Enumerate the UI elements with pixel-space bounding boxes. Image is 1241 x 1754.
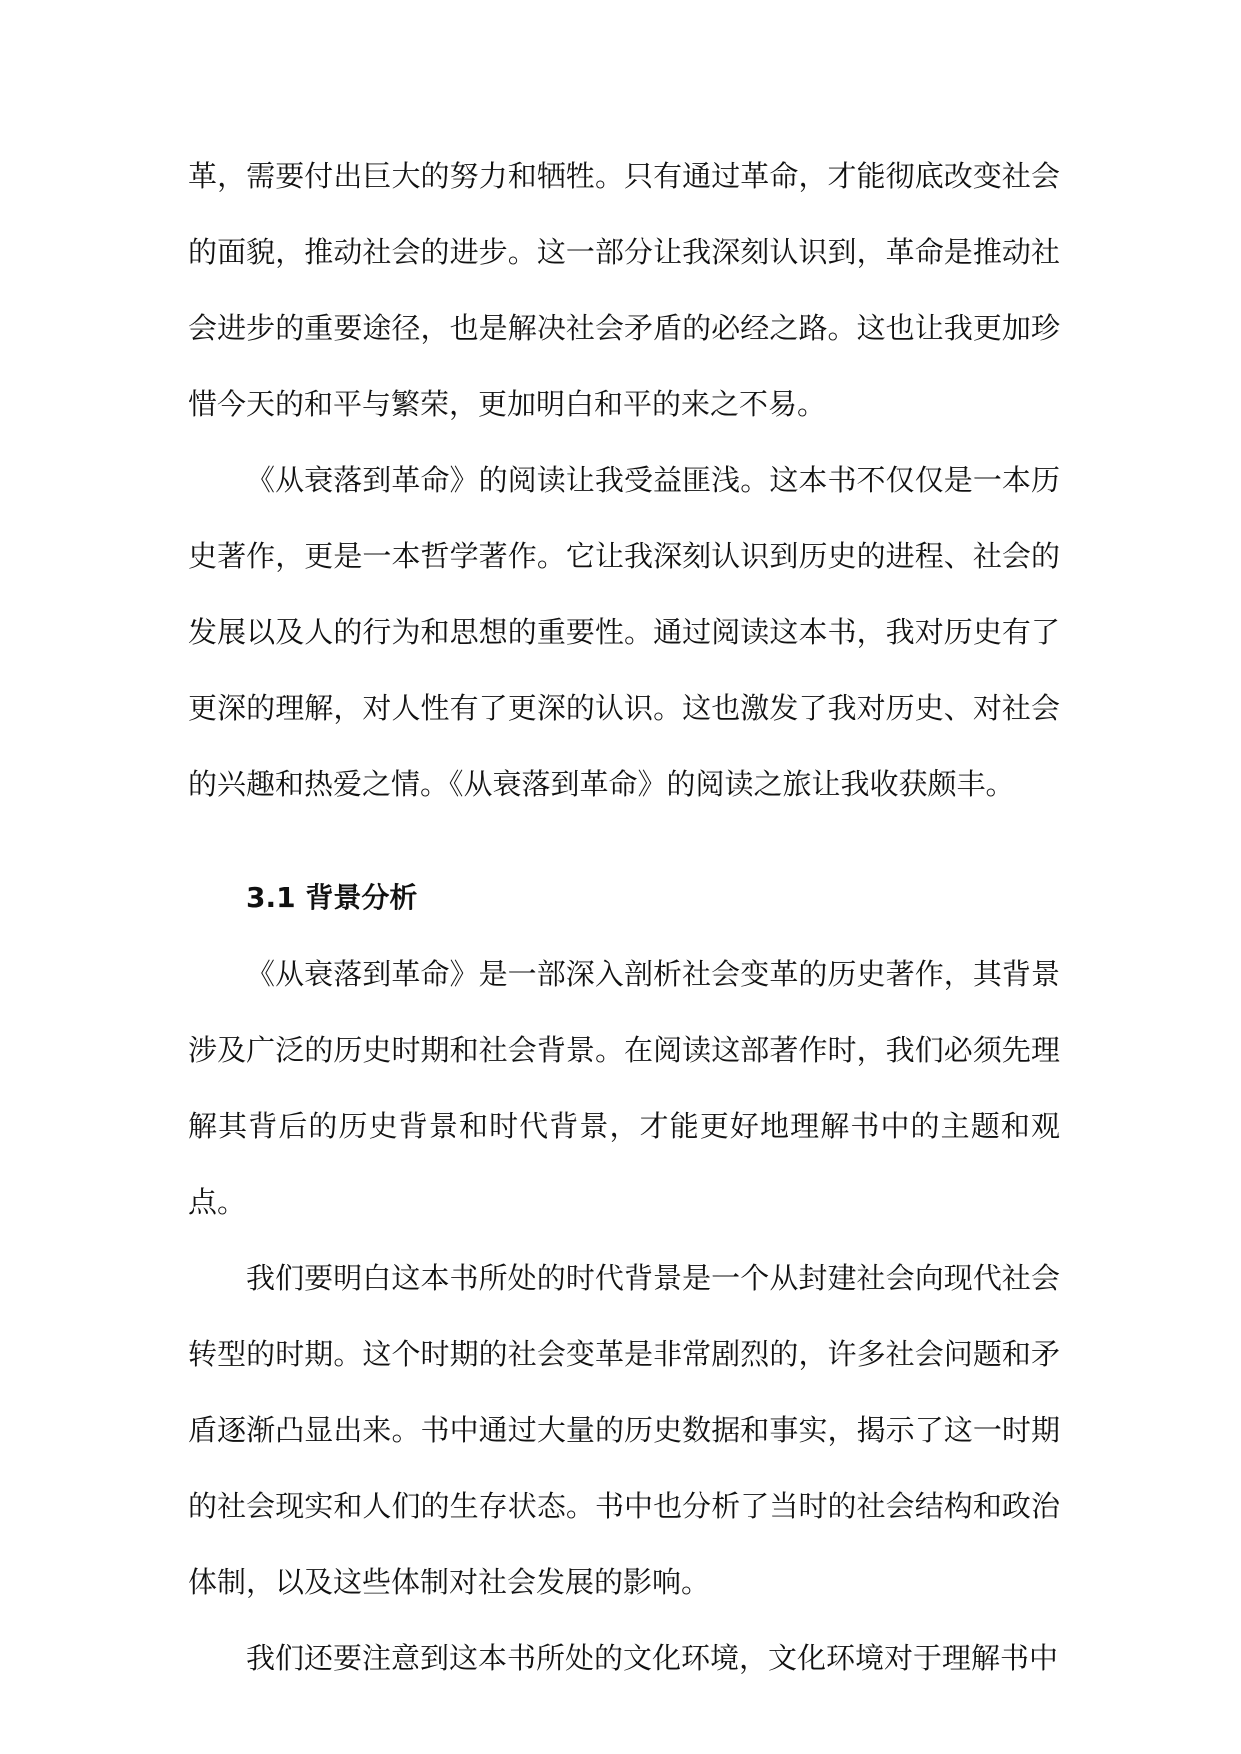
page-body [188,138,1060,1696]
section-paragraph-1: 《从衰落到革命》是一部深入剖析社会变革的历史著作，其背景涉及广泛的历史时期和社会背景。在阅读这部著作时，我们必须先理解其背后的历史背景和时代背景，才能更好地理解书中的主题和观点。 [188,957,1060,1219]
paragraph-1: 革，需要付出巨大的努力和牺牲。只有通过革命，才能彻底改变社会的面貌，推动社会的进步。这一部分让我深刻认识到，革命是推动社会进步的重要途径，也是解决社会矛盾的必经之路。这也让我更加珍惜今天的和平与繁荣，更加明白和平的来之不易。 [188,159,1060,421]
section-paragraph-3: 我们还要注意到这本书所处的文化环境，文化环境对于理解书中 [246,1641,1059,1675]
section-paragraph-2: 我们要明白这本书所处的时代背景是一个从封建社会向现代社会转型的时期。这个时期的社会变革是非常剧烈的，许多社会问题和矛盾逐渐凸显出来。书中通过大量的历史数据和事实，揭示了这一时期的社会现实和人们的生存状态。书中也分析了当时的社会结构和政治体制，以及这些体制对社会发展的影响。 [188,1261,1060,1599]
paragraph-2: 《从衰落到革命》的阅读让我受益匪浅。这本书不仅仅是一本历史著作，更是一本哲学著作。它让我深刻认识到历史的进程、社会的发展以及人的行为和思想的重要性。通过阅读这本书，我对历史有了更深的理解，对人性有了更深的认识。这也激发了我对历史、对社会的兴趣和热爱之情。《从衰落到革命》的阅读之旅让我收获颇丰。 [188,463,1060,801]
section-heading: 3.1 背景分析 [246,881,418,914]
